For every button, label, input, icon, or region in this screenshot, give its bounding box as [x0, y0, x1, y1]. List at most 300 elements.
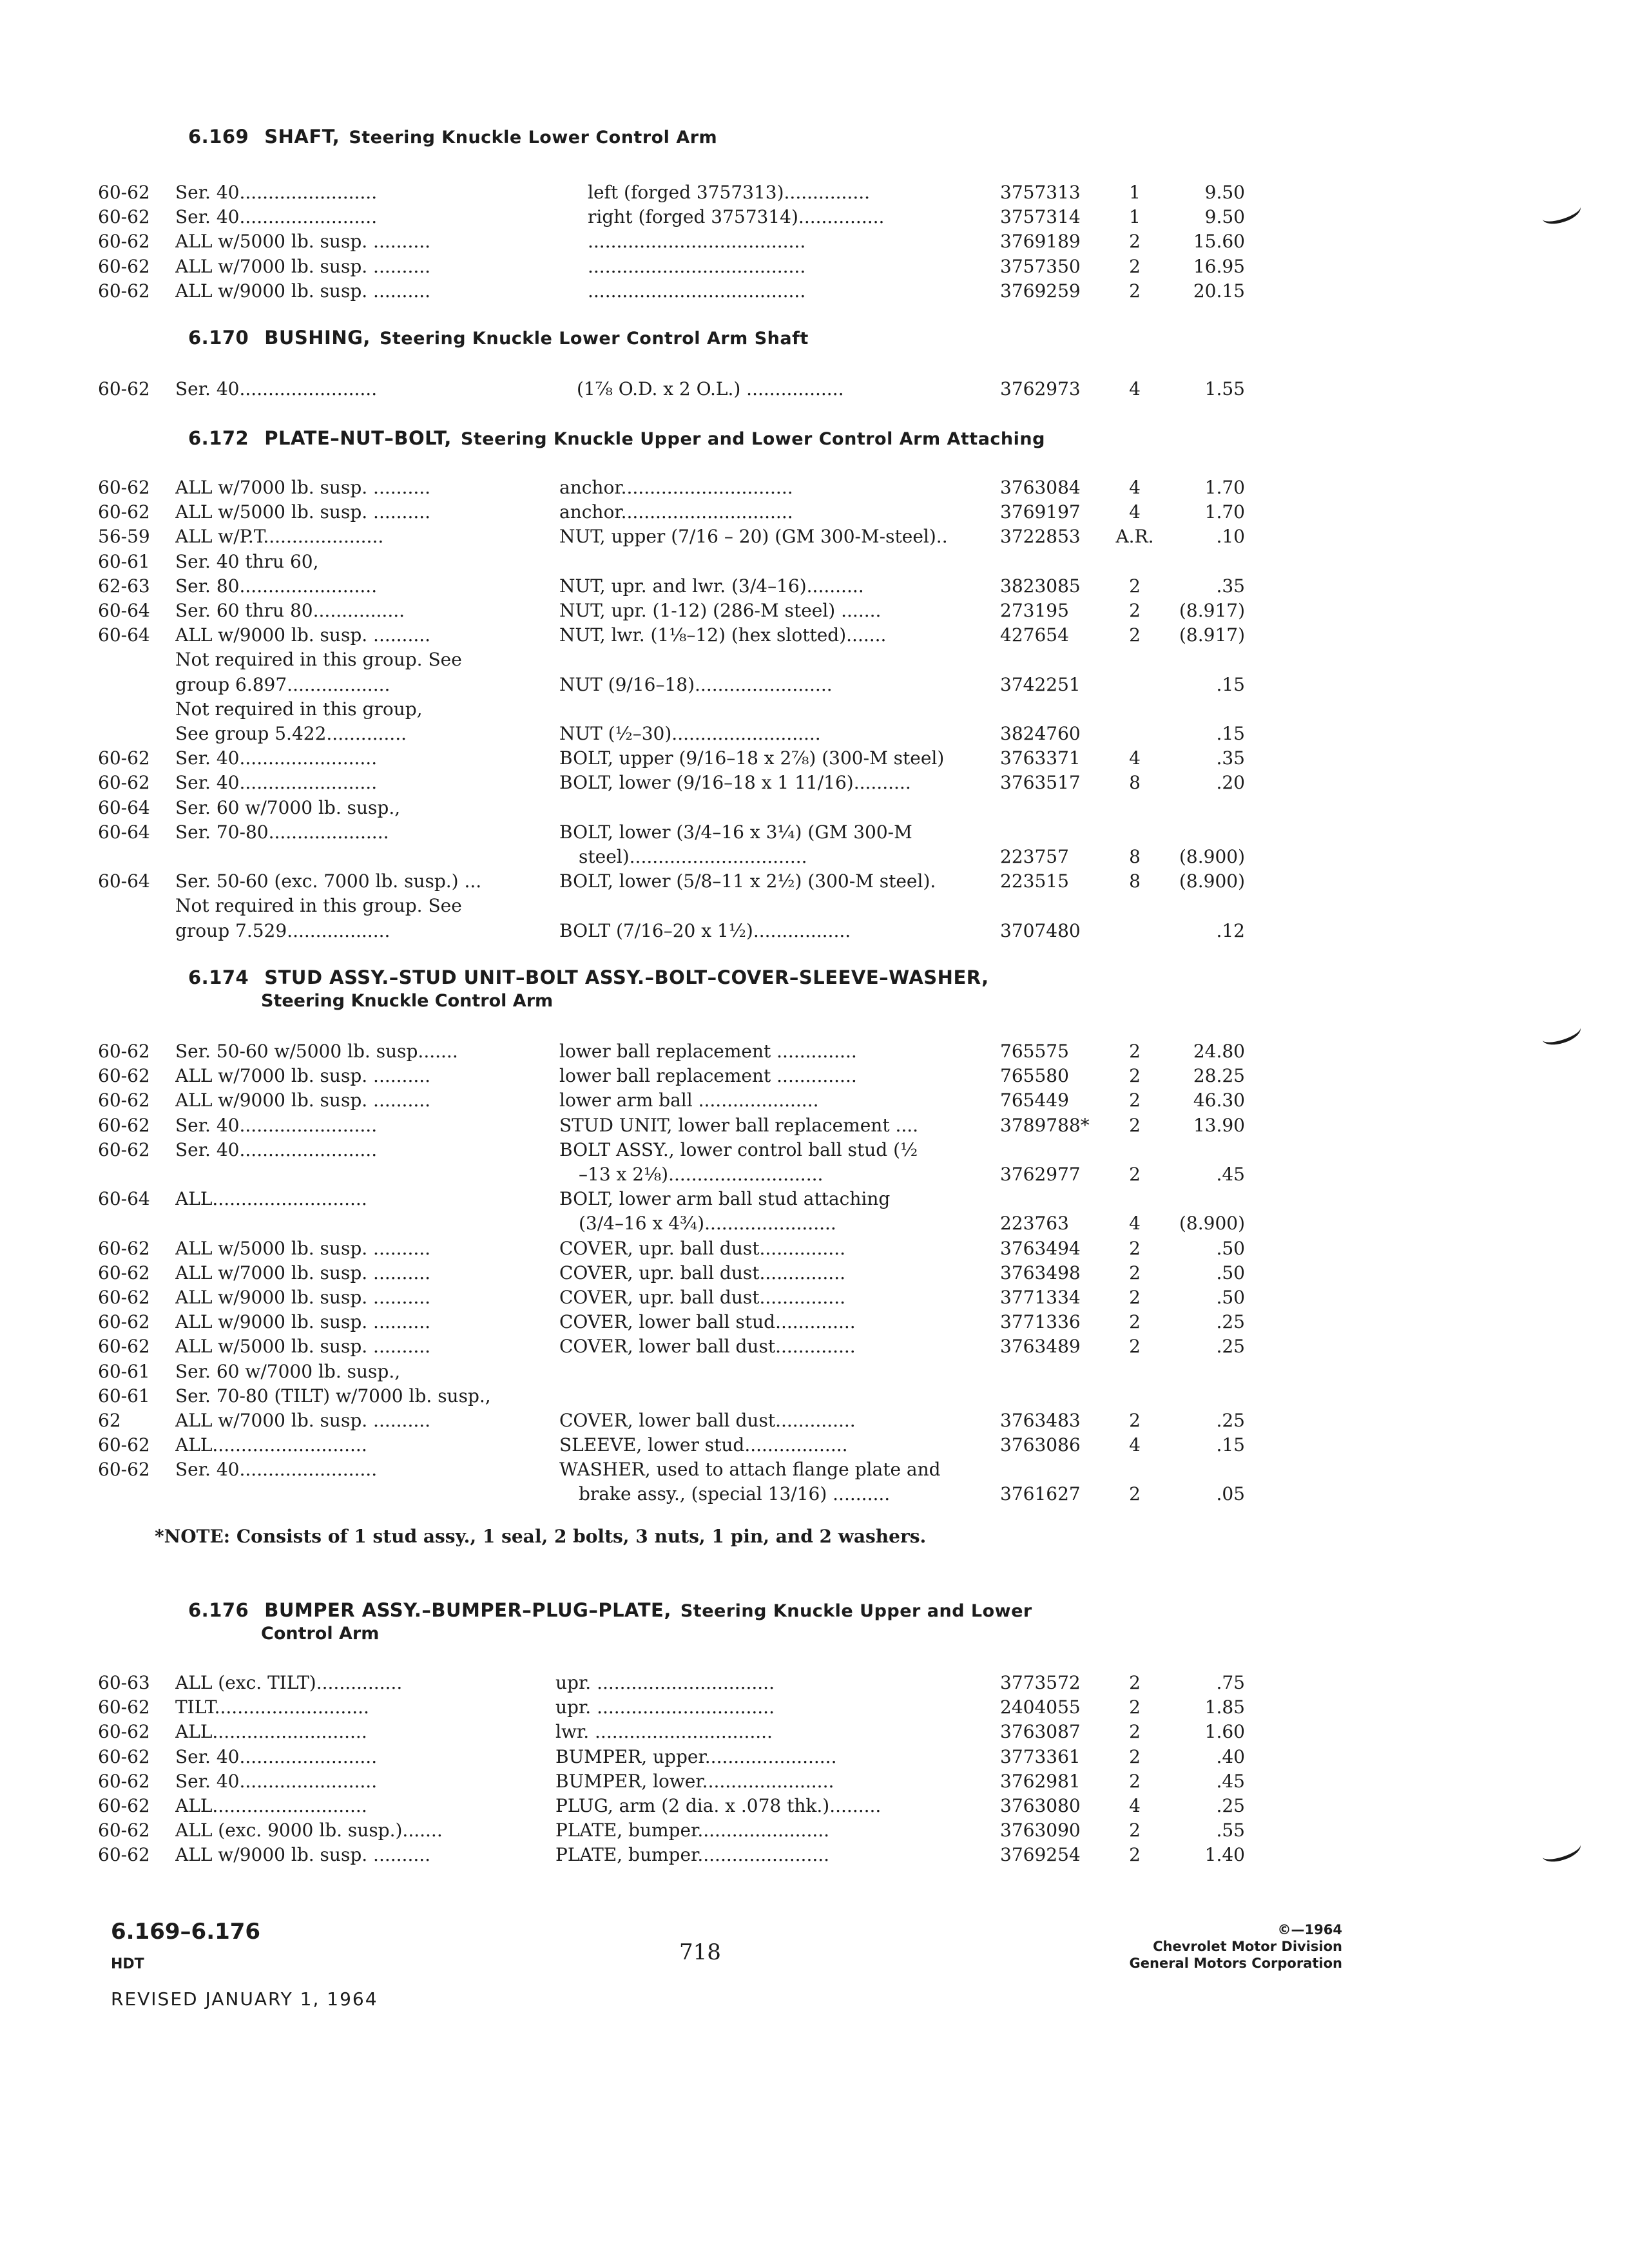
quantity: 1 — [1129, 206, 1141, 227]
table-row — [0, 1843, 1629, 1867]
price: .05 — [1216, 1483, 1245, 1504]
price: .10 — [1216, 526, 1245, 547]
quantity: 2 — [1129, 1311, 1141, 1332]
application: ALL w/9000 lb. susp. .......... — [175, 624, 431, 646]
part-number: 2404055 — [1000, 1696, 1081, 1718]
table-row — [0, 1261, 1629, 1285]
price: .15 — [1216, 674, 1245, 695]
application: ALL w/P.T..................... — [175, 526, 384, 547]
application: group 7.529.................. — [175, 920, 390, 941]
part-number: 3761627 — [1000, 1483, 1081, 1504]
corporation-name: General Motors Corporation — [1129, 1956, 1342, 1971]
model-years: 60-62 — [98, 378, 150, 399]
application: ALL w/9000 lb. susp. .......... — [175, 1090, 431, 1111]
table-row — [0, 377, 1629, 401]
price: 15.60 — [1193, 231, 1245, 252]
price: .12 — [1216, 920, 1245, 941]
group-subtitle: Steering Knuckle Lower Control Arm — [349, 128, 718, 148]
table-row — [0, 771, 1629, 795]
part-number: 3707480 — [1000, 920, 1081, 941]
table-row — [0, 255, 1629, 279]
footer-code: HDT — [111, 1956, 144, 1972]
table-row — [0, 205, 1629, 229]
model-years: 60-62 — [98, 1139, 150, 1160]
quantity: 2 — [1129, 1672, 1141, 1693]
part-description: upr. ............................... — [555, 1696, 775, 1718]
quantity: 2 — [1129, 1721, 1141, 1742]
application: Ser. 40........................ — [175, 378, 378, 399]
part-number: 3771334 — [1000, 1287, 1081, 1308]
application: Ser. 40........................ — [175, 1139, 378, 1160]
model-years: 60-62 — [98, 1746, 150, 1767]
part-number: 223763 — [1000, 1213, 1069, 1234]
model-years: 60-62 — [98, 1287, 150, 1308]
part-description: NUT (9/16–18)........................ — [559, 674, 833, 695]
table-row — [0, 574, 1629, 599]
model-years: 60-64 — [98, 822, 150, 843]
quantity: 2 — [1129, 1115, 1141, 1136]
part-description: COVER, lower ball dust.............. — [559, 1410, 856, 1431]
quantity: 2 — [1129, 1262, 1141, 1283]
price: (8.900) — [1179, 870, 1245, 892]
price: .45 — [1216, 1771, 1245, 1792]
model-years: 60-62 — [98, 1041, 150, 1062]
price: .50 — [1216, 1262, 1245, 1283]
part-number: 3722853 — [1000, 526, 1081, 547]
part-description: BOLT (7/16–20 x 1½)................. — [559, 920, 851, 941]
quantity: 1 — [1129, 182, 1141, 203]
price: .50 — [1216, 1238, 1245, 1259]
part-description: COVER, upr. ball dust............... — [559, 1238, 846, 1259]
part-number: 3763084 — [1000, 477, 1081, 498]
part-number: 3763517 — [1000, 772, 1081, 793]
part-number: 3763498 — [1000, 1262, 1081, 1283]
quantity: 2 — [1129, 600, 1141, 621]
part-description: PLATE, bumper....................... — [555, 1844, 830, 1865]
table-row — [0, 1794, 1629, 1818]
model-years: 60-62 — [98, 1820, 150, 1841]
part-description: STUD UNIT, lower ball replacement .... — [559, 1115, 919, 1136]
part-number: 3763483 — [1000, 1410, 1081, 1431]
part-number: 3773572 — [1000, 1672, 1081, 1693]
table-row — [0, 1671, 1629, 1695]
part-number: 3773361 — [1000, 1746, 1081, 1767]
part-number: 3823085 — [1000, 575, 1081, 597]
application: Ser. 70-80..................... — [175, 822, 389, 843]
application: Ser. 80........................ — [175, 575, 378, 597]
price: 1.40 — [1204, 1844, 1245, 1865]
part-number: 765449 — [1000, 1090, 1069, 1111]
part-description-continued: –13 x 2⅛)........................... — [579, 1164, 824, 1185]
group-number: 6.172 — [188, 427, 249, 449]
quantity: 4 — [1129, 501, 1141, 523]
application: ALL w/7000 lb. susp. .......... — [175, 1065, 431, 1086]
part-description: WASHER, used to attach flange plate and — [559, 1459, 941, 1480]
application: ALL w/5000 lb. susp. .......... — [175, 1238, 431, 1259]
quantity: 4 — [1129, 747, 1141, 769]
part-number: 3771336 — [1000, 1311, 1081, 1332]
table-row — [0, 500, 1629, 524]
quantity: 4 — [1129, 1434, 1141, 1456]
quantity: 4 — [1129, 378, 1141, 399]
table-row — [0, 1138, 1629, 1185]
part-description: BOLT, lower arm ball stud attaching — [559, 1188, 891, 1209]
price: 9.50 — [1204, 182, 1245, 203]
quantity: 2 — [1129, 256, 1141, 277]
part-description: COVER, lower ball dust.............. — [559, 1336, 856, 1357]
table-row — [0, 476, 1629, 500]
table-row — [0, 1064, 1629, 1088]
table-row — [0, 623, 1629, 648]
application: Not required in this group. See — [175, 649, 462, 670]
model-years: 60-62 — [98, 1311, 150, 1332]
price: 1.85 — [1204, 1696, 1245, 1718]
group-number: 6.170 — [188, 327, 249, 349]
table-row — [0, 820, 1629, 867]
model-years: 60-62 — [98, 772, 150, 793]
model-years: 60-64 — [98, 600, 150, 621]
table-row — [0, 1285, 1629, 1310]
part-description: SLEEVE, lower stud.................. — [559, 1434, 848, 1456]
table-row — [0, 1384, 1629, 1408]
application: Not required in this group. See — [175, 895, 462, 916]
model-years: 60-62 — [98, 231, 150, 252]
part-description: BUMPER, lower....................... — [555, 1771, 834, 1792]
price: .40 — [1216, 1746, 1245, 1767]
application: ALL w/7000 lb. susp. .......... — [175, 256, 431, 277]
application: Ser. 70-80 (TILT) w/7000 lb. susp., — [175, 1385, 491, 1407]
part-number: 3742251 — [1000, 674, 1081, 695]
quantity: 2 — [1129, 1410, 1141, 1431]
part-description: ...................................... — [588, 280, 806, 302]
application: Ser. 40........................ — [175, 1771, 378, 1792]
group-number: 6.174 — [188, 966, 249, 988]
part-number: 3763494 — [1000, 1238, 1081, 1259]
part-number: 3769197 — [1000, 501, 1081, 523]
footer-section-range: 6.169–6.176 — [111, 1919, 261, 1945]
quantity: 4 — [1129, 1213, 1141, 1234]
quantity: 2 — [1129, 1483, 1141, 1504]
table-row — [0, 1088, 1629, 1113]
application: See group 5.422.............. — [175, 723, 407, 744]
table-row — [0, 524, 1629, 549]
quantity: 2 — [1129, 1065, 1141, 1086]
part-number: 223757 — [1000, 846, 1069, 867]
table-row — [0, 1818, 1629, 1843]
table-row — [0, 796, 1629, 820]
part-number: 3763489 — [1000, 1336, 1081, 1357]
group-title: BUSHING, — [264, 327, 371, 349]
quantity: 2 — [1129, 1696, 1141, 1718]
part-description-continued: steel)............................... — [579, 846, 807, 867]
application: ALL w/9000 lb. susp. .......... — [175, 1311, 431, 1332]
price: .20 — [1216, 772, 1245, 793]
part-description: right (forged 3757314)............... — [588, 206, 885, 227]
page-number: 718 — [679, 1939, 721, 1965]
part-description: PLATE, bumper....................... — [555, 1820, 830, 1841]
group-subtitle: Steering Knuckle Upper and Lower Control Arm Attaching — [460, 429, 1045, 449]
part-description: NUT, upr. and lwr. (3/4–16).......... — [559, 575, 864, 597]
price: 1.60 — [1204, 1721, 1245, 1742]
part-description: COVER, upr. ball dust............... — [559, 1287, 846, 1308]
table-row — [0, 550, 1629, 574]
model-years: 60-62 — [98, 1459, 150, 1480]
part-description: lower arm ball ..................... — [559, 1090, 819, 1111]
part-description: PLUG, arm (2 dia. x .078 thk.)......... — [555, 1795, 882, 1816]
quantity: 4 — [1129, 477, 1141, 498]
model-years: 60-64 — [98, 870, 150, 892]
quantity: 2 — [1129, 1164, 1141, 1185]
price: .75 — [1216, 1672, 1245, 1693]
part-number: 3824760 — [1000, 723, 1081, 744]
application: ALL w/7000 lb. susp. .......... — [175, 1262, 431, 1283]
model-years: 60-64 — [98, 1188, 150, 1209]
price: 13.90 — [1193, 1115, 1245, 1136]
application: ALL w/7000 lb. susp. .......... — [175, 477, 431, 498]
part-description: anchor.............................. — [559, 477, 793, 498]
group-heading — [188, 327, 809, 349]
quantity: 2 — [1129, 280, 1141, 302]
application: ALL w/9000 lb. susp. .......... — [175, 280, 431, 302]
part-description: COVER, lower ball stud.............. — [559, 1311, 856, 1332]
part-description: NUT, upr. (1-12) (286-M steel) ....... — [559, 600, 882, 621]
table-row — [0, 1334, 1629, 1359]
price: .35 — [1216, 747, 1245, 769]
table-row — [0, 599, 1629, 623]
price: 1.70 — [1204, 501, 1245, 523]
model-years: 60-62 — [98, 747, 150, 769]
quantity: 8 — [1129, 772, 1141, 793]
part-description: (1⅞ O.D. x 2 O.L.) ................. — [577, 378, 844, 399]
model-years: 60-62 — [98, 477, 150, 498]
part-description: lower ball replacement .............. — [559, 1065, 857, 1086]
price: (8.900) — [1179, 1213, 1245, 1234]
division-name: Chevrolet Motor Division — [1153, 1939, 1342, 1954]
application: ALL........................... — [175, 1795, 367, 1816]
application: Ser. 40........................ — [175, 1746, 378, 1767]
footnote: *NOTE: Consists of 1 stud assy., 1 seal, 2 bolts, 3 nuts, 1 pin, and 2 washers. — [155, 1526, 927, 1547]
part-number: 3769189 — [1000, 231, 1081, 252]
copyright-block — [1130, 1921, 1342, 1972]
part-number: 3789788* — [1000, 1115, 1090, 1136]
quantity: 2 — [1129, 1238, 1141, 1259]
application: Ser. 40........................ — [175, 772, 378, 793]
part-description: NUT, lwr. (1⅛–12) (hex slotted)....... — [559, 624, 887, 646]
model-years: 60-61 — [98, 1361, 150, 1382]
table-row — [0, 869, 1629, 894]
price: 24.80 — [1193, 1041, 1245, 1062]
table-row — [0, 722, 1629, 746]
part-number: 3762981 — [1000, 1771, 1081, 1792]
model-years: 60-62 — [98, 1090, 150, 1111]
part-description: BUMPER, upper....................... — [555, 1746, 837, 1767]
price: .15 — [1216, 1434, 1245, 1456]
table-row — [0, 919, 1629, 943]
model-years: 60-64 — [98, 624, 150, 646]
quantity: 8 — [1129, 870, 1141, 892]
table-row — [0, 1695, 1629, 1720]
application: group 6.897.................. — [175, 674, 390, 695]
model-years: 60-62 — [98, 501, 150, 523]
application: Ser. 50-60 w/5000 lb. susp....... — [175, 1041, 458, 1062]
table-row — [0, 1745, 1629, 1769]
part-description-continued: brake assy., (special 13/16) .......... — [579, 1483, 891, 1504]
price: .25 — [1216, 1410, 1245, 1431]
part-description: NUT, upper (7/16 – 20) (GM 300-M-steel).. — [559, 526, 948, 547]
application: Ser. 40 thru 60, — [175, 551, 319, 572]
application: ALL (exc. TILT)............... — [175, 1672, 403, 1693]
application: Not required in this group, — [175, 698, 423, 720]
application: ALL........................... — [175, 1188, 367, 1209]
model-years: 60-62 — [98, 1721, 150, 1742]
price: (8.917) — [1179, 624, 1245, 646]
quantity: 2 — [1129, 1820, 1141, 1841]
table-row — [0, 697, 1629, 722]
quantity: 2 — [1129, 1041, 1141, 1062]
table-row — [0, 673, 1629, 697]
group-title: PLATE–NUT–BOLT, — [264, 427, 452, 449]
group-heading — [188, 126, 717, 148]
group-title: STUD ASSY.–STUD UNIT–BOLT ASSY.–BOLT–COVER–SLEEVE–WASHER, — [264, 966, 989, 988]
price: 1.70 — [1204, 477, 1245, 498]
part-description: upr. ............................... — [555, 1672, 775, 1693]
part-number: 765580 — [1000, 1065, 1069, 1086]
application: ALL........................... — [175, 1434, 367, 1456]
price: 20.15 — [1193, 280, 1245, 302]
quantity: 2 — [1129, 1771, 1141, 1792]
part-description: lower ball replacement .............. — [559, 1041, 857, 1062]
price: .15 — [1216, 723, 1245, 744]
table-row — [0, 1360, 1629, 1384]
quantity: 2 — [1129, 1287, 1141, 1308]
part-number: 3769259 — [1000, 280, 1081, 302]
copyright-year: ©—1964 — [1277, 1922, 1342, 1937]
model-years: 60-61 — [98, 551, 150, 572]
application: ALL w/5000 lb. susp. .......... — [175, 1336, 431, 1357]
quantity: 2 — [1129, 231, 1141, 252]
revision-date: REVISED JANUARY 1, 1964 — [111, 1988, 378, 2010]
table-row — [0, 1720, 1629, 1744]
table-row — [0, 1408, 1629, 1433]
group-heading — [188, 966, 989, 988]
group-number: 6.176 — [188, 1599, 249, 1621]
part-number: 3757314 — [1000, 206, 1081, 227]
table-row — [0, 1236, 1629, 1261]
group-subtitle: Steering Knuckle Lower Control Arm Shaft — [379, 329, 809, 349]
part-description: BOLT, lower (5/8–11 x 2½) (300-M steel). — [559, 870, 936, 892]
quantity: 2 — [1129, 1090, 1141, 1111]
group-number: 6.169 — [188, 126, 249, 148]
application: TILT........................... — [175, 1696, 369, 1718]
application: ALL w/9000 lb. susp. .......... — [175, 1844, 431, 1865]
table-row — [0, 1187, 1629, 1234]
part-description: ...................................... — [588, 231, 806, 252]
part-number: 765575 — [1000, 1041, 1069, 1062]
part-number: 3763080 — [1000, 1795, 1081, 1816]
table-row — [0, 648, 1629, 672]
part-description-continued: (3/4–16 x 4¾)....................... — [579, 1213, 836, 1234]
part-number: 3757350 — [1000, 256, 1081, 277]
quantity: 4 — [1129, 1795, 1141, 1816]
application: ALL w/7000 lb. susp. .......... — [175, 1410, 431, 1431]
part-number: 3762977 — [1000, 1164, 1081, 1185]
part-description: COVER, upr. ball dust............... — [559, 1262, 846, 1283]
table-row — [0, 894, 1629, 918]
model-years: 60-62 — [98, 1065, 150, 1086]
price: 1.55 — [1204, 378, 1245, 399]
price: 46.30 — [1193, 1090, 1245, 1111]
quantity: A.R. — [1115, 526, 1154, 547]
model-years: 60-62 — [98, 1771, 150, 1792]
model-years: 60-62 — [98, 1238, 150, 1259]
quantity: 2 — [1129, 1746, 1141, 1767]
model-years: 60-61 — [98, 1385, 150, 1407]
application: Ser. 50-60 (exc. 7000 lb. susp.) ... — [175, 870, 482, 892]
group-subtitle-line2: Steering Knuckle Control Arm — [261, 991, 554, 1011]
quantity: 2 — [1129, 624, 1141, 646]
quantity: 8 — [1129, 846, 1141, 867]
part-number: 3757313 — [1000, 182, 1081, 203]
part-description: BOLT, upper (9/16–18 x 2⅞) (300-M steel) — [559, 747, 945, 769]
model-years: 60-62 — [98, 182, 150, 203]
application: ALL (exc. 9000 lb. susp.)....... — [175, 1820, 443, 1841]
quantity: 2 — [1129, 575, 1141, 597]
part-description: ...................................... — [588, 256, 806, 277]
group-title: BUMPER ASSY.–BUMPER–PLUG–PLATE, — [264, 1599, 671, 1621]
part-number: 3769254 — [1000, 1844, 1081, 1865]
application: Ser. 40........................ — [175, 747, 378, 769]
part-description: BOLT, lower (3/4–16 x 3¼) (GM 300-M — [559, 822, 912, 843]
part-description: BOLT, lower (9/16–18 x 1 11/16).......... — [559, 772, 911, 793]
part-number: 3763087 — [1000, 1721, 1081, 1742]
part-number: 3762973 — [1000, 378, 1081, 399]
application: Ser. 60 w/7000 lb. susp., — [175, 1361, 401, 1382]
model-years: 60-62 — [98, 1844, 150, 1865]
part-number: 273195 — [1000, 600, 1069, 621]
price: .55 — [1216, 1820, 1245, 1841]
price: .25 — [1216, 1311, 1245, 1332]
group-subtitle: Steering Knuckle Upper and Lower — [680, 1601, 1032, 1621]
quantity: 2 — [1129, 1336, 1141, 1357]
model-years: 60-62 — [98, 1115, 150, 1136]
model-years: 62-63 — [98, 575, 150, 597]
part-description: left (forged 3757313)............... — [588, 182, 871, 203]
application: Ser. 60 w/7000 lb. susp., — [175, 797, 401, 818]
price: .50 — [1216, 1287, 1245, 1308]
table-row — [0, 746, 1629, 771]
part-description: BOLT ASSY., lower control ball stud (½ — [559, 1139, 918, 1160]
application: ALL........................... — [175, 1721, 367, 1742]
table-row — [0, 279, 1629, 303]
table-row — [0, 180, 1629, 205]
group-heading — [188, 1599, 1032, 1621]
table-row — [0, 1113, 1629, 1138]
group-subtitle-line2: Control Arm — [261, 1624, 380, 1644]
table-row — [0, 1457, 1629, 1504]
table-row — [0, 1769, 1629, 1794]
price: .35 — [1216, 575, 1245, 597]
price: (8.917) — [1179, 600, 1245, 621]
model-years: 60-62 — [98, 1336, 150, 1357]
part-description: anchor.............................. — [559, 501, 793, 523]
table-row — [0, 1310, 1629, 1334]
group-title: SHAFT, — [264, 126, 340, 148]
quantity: 2 — [1129, 1844, 1141, 1865]
model-years: 60-63 — [98, 1672, 150, 1693]
part-description: lwr. ............................... — [555, 1721, 773, 1742]
price: .25 — [1216, 1336, 1245, 1357]
model-years: 60-62 — [98, 1262, 150, 1283]
